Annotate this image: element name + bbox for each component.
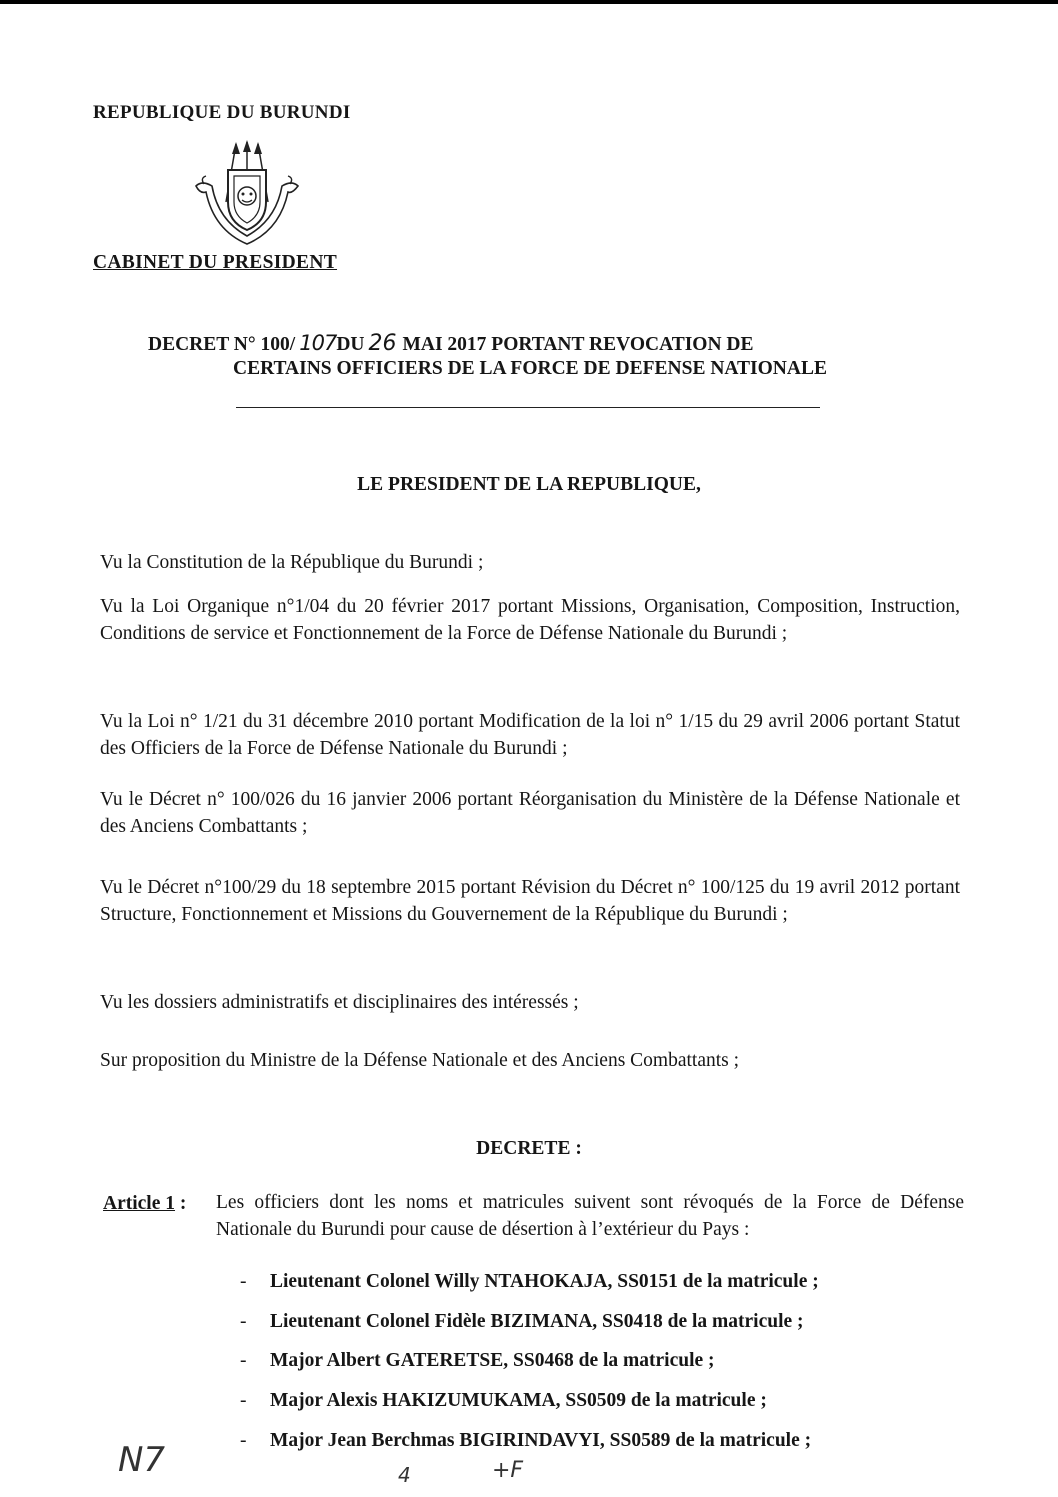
decree-handwritten-day: 26 (368, 331, 397, 356)
officer-name: Lieutenant Colonel Fidèle BIZIMANA, SS0418 de la matricule ; (270, 1311, 804, 1332)
initial-mark-2: +F (492, 1458, 524, 1483)
decree-title-line-1 (148, 330, 928, 358)
officer-name: Lieutenant Colonel Willy NTAHOKAJA, SS0151 de la matricule ; (270, 1271, 819, 1292)
consideration-statute-law: Vu la Loi n° 1/21 du 31 décembre 2010 portant Modification de la loi n° 1/15 du 29 avril 2006 portant Statut des Officiers de la Force de Défense Nationale du Burundi ; (100, 711, 960, 759)
decree-title-part1: DECRET N° 100/ (148, 334, 296, 355)
consideration-organic-law: Vu la Loi Organique n°1/04 du 20 février 2017 portant Missions, Organisation, Composition, Instruction, Conditions de service et Fonctionnement de la Force de Défense Nationale du Burundi ; (100, 596, 960, 644)
consideration-dossiers: Vu les dossiers administratifs et disciplinaires des intéressés ; (100, 992, 579, 1013)
article-1-text: Les officiers dont les noms et matricules suivent sont révoqués de la Force de Défense Nationale du Burundi pour cause de désertion à l’extérieur du Pays : (216, 1192, 964, 1240)
article-1-label (103, 1193, 186, 1215)
initial-mark-1: 4 (398, 1463, 411, 1487)
officer-list-item: - Lieutenant Colonel Fidèle BIZIMANA, SS0418 de la matricule ; (240, 1311, 804, 1332)
officer-list-item: - Lieutenant Colonel Willy NTAHOKAJA, SS0151 de la matricule ; (240, 1271, 819, 1292)
republic-header: REPUBLIQUE DU BURUNDI (93, 102, 351, 123)
officer-list-item: - Major Alexis HAKIZUMUKAMA, SS0509 de la matricule ; (240, 1390, 767, 1411)
officer-name: Major Albert GATERETSE, SS0468 de la matricule ; (270, 1350, 715, 1371)
president-heading: LE PRESIDENT DE LA REPUBLIQUE, (357, 474, 701, 495)
decree-handwritten-number: 107 (299, 331, 337, 355)
coat-of-arms-seal (188, 140, 306, 248)
decree-title-part2: DU (336, 334, 365, 355)
officer-list-item: - Major Albert GATERETSE, SS0468 de la matricule ; (240, 1350, 715, 1371)
title-separator-line (236, 407, 820, 408)
officer-list-item: - Major Jean Berchmas BIGIRINDAVYI, SS0589 de la matricule ; (240, 1430, 812, 1451)
decrete-heading: DECRETE : (476, 1138, 582, 1159)
officer-name: Major Alexis HAKIZUMUKAMA, SS0509 de la matricule ; (270, 1390, 767, 1411)
cabinet-header: CABINET DU PRESIDENT (93, 252, 338, 273)
officer-name: Major Jean Berchmas BIGIRINDAVYI, SS0589 de la matricule ; (270, 1430, 812, 1451)
decree-title-line-2: CERTAINS OFFICIERS DE LA FORCE DE DEFENSE NATIONALE (233, 358, 827, 379)
page-top-border (0, 0, 1058, 4)
consideration-constitution: Vu la Constitution de la République du Burundi ; (100, 552, 484, 573)
consideration-government-decree: Vu le Décret n°100/29 du 18 septembre 2015 portant Révision du Décret n° 100/125 du 19 avril 2012 portant Structure, Fonctionnement et Missions du Gouvernement de la République du Burundi ; (100, 877, 960, 925)
decree-title-part3: MAI 2017 PORTANT REVOCATION DE (402, 334, 754, 355)
margin-note-bottom-left: N7 (118, 1440, 166, 1480)
consideration-ministry-decree: Vu le Décret n° 100/026 du 16 janvier 2006 portant Réorganisation du Ministère de la Défense Nationale et des Anciens Combattants ; (100, 789, 960, 837)
seal-motto (188, 140, 189, 141)
consideration-proposal: Sur proposition du Ministre de la Défense Nationale et des Anciens Combattants ; (100, 1050, 740, 1071)
coat-of-arms-icon (188, 140, 306, 248)
article-1-colon: : (175, 1193, 187, 1214)
article-1-label-text: Article 1 (103, 1193, 176, 1214)
